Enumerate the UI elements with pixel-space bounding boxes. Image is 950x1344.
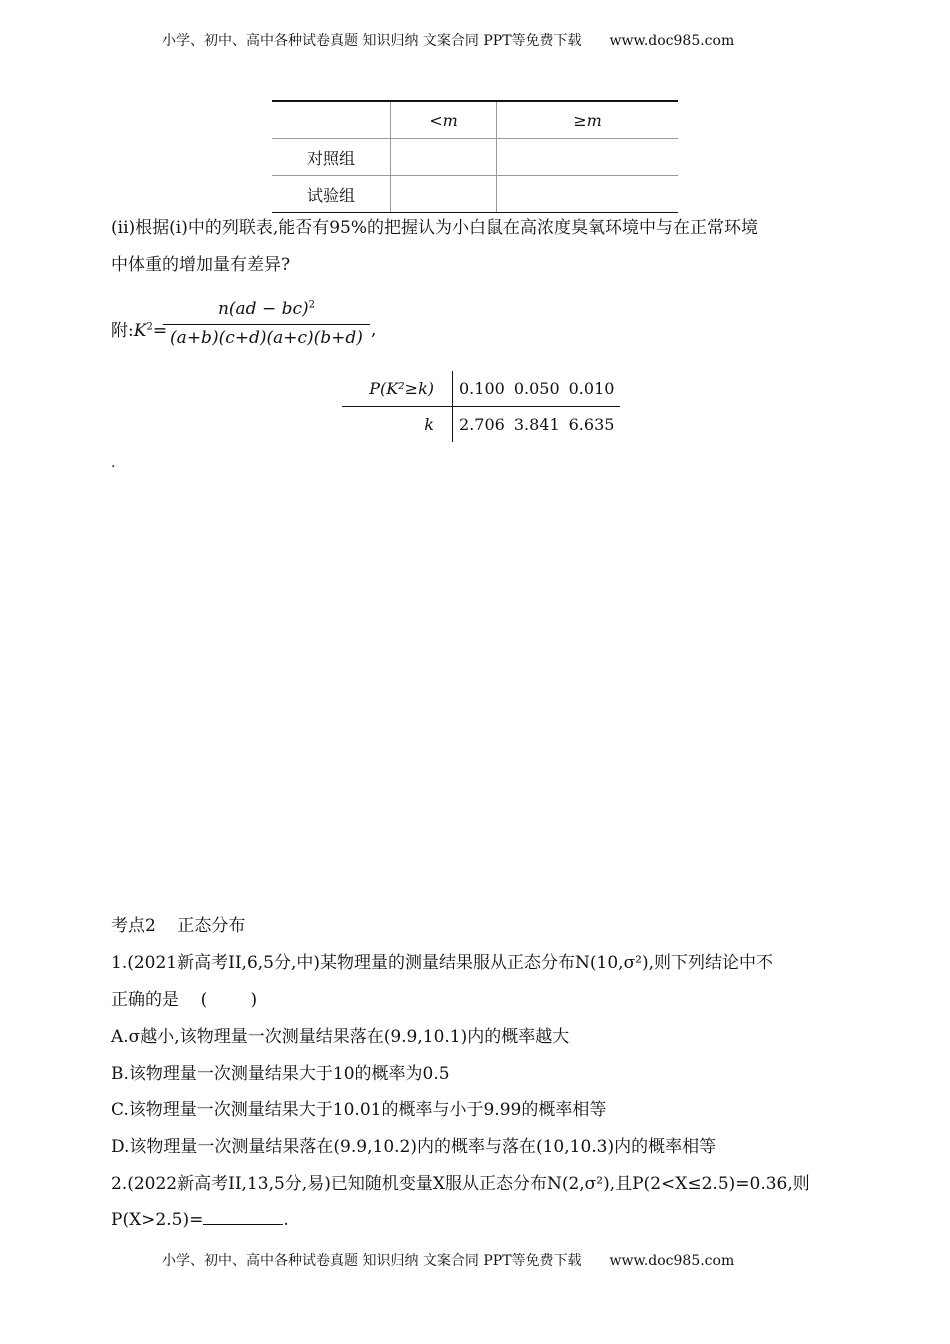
question-ii-line2: 中体重的增加量有差异? <box>111 255 291 275</box>
table-header-geq-m: ≥m <box>497 101 679 139</box>
critical-value-table <box>342 371 620 442</box>
critical-row1-values: 0.100 0.050 0.010 <box>453 371 621 407</box>
formula-denominator: (a+b)(c+d)(a+c)(b+d) <box>170 328 363 348</box>
page-header <box>162 30 734 50</box>
answer-blank[interactable] <box>203 1209 283 1225</box>
question-2-line2: P(X>2.5)= . <box>111 1210 289 1230</box>
option-d: D.该物理量一次测量结果落在(9.9,10.2)内的概率与落在(10,10.3)内的概率相等 <box>111 1137 717 1157</box>
option-b: B.该物理量一次测量结果大于10的概率为0.5 <box>111 1064 450 1084</box>
table-header-less-m: <m <box>391 101 497 139</box>
stray-dot: . <box>111 455 116 471</box>
table-row-label-experiment: 试验组 <box>272 176 391 213</box>
critical-row2-label: k <box>424 415 434 434</box>
critical-row2-values: 2.706 3.841 6.635 <box>453 407 621 443</box>
table-cell <box>391 176 497 213</box>
option-c: C.该物理量一次测量结果大于10.01的概率与小于9.99的概率相等 <box>111 1100 607 1120</box>
question-1-line2: 正确的是 ( ) <box>111 990 258 1010</box>
fraction-bar <box>163 324 370 325</box>
table-cell <box>497 139 679 176</box>
table-corner-cell <box>272 101 391 139</box>
footer-text: 小学、初中、高中各种试卷真题 知识归纳 文案合同 PPT等免费下载 <box>162 1253 582 1269</box>
header-text: 小学、初中、高中各种试卷真题 知识归纳 文案合同 PPT等免费下载 <box>162 33 582 49</box>
formula-lhs: 附$:K^2=$ <box>111 321 168 341</box>
contingency-table <box>272 100 678 213</box>
table-row-label-control: 对照组 <box>272 139 391 176</box>
footer-url[interactable]: www.doc985.com <box>609 1253 735 1269</box>
table-cell <box>391 139 497 176</box>
section-title: 考点2 正态分布 <box>111 916 246 936</box>
header-url[interactable]: www.doc985.com <box>609 33 735 49</box>
critical-row1-label: P(K²≥k) <box>342 371 453 407</box>
formula-fraction <box>163 299 370 348</box>
formula-numerator: n(ad − bc)$^2$ <box>217 299 316 319</box>
option-a: A.σ越小,该物理量一次测量结果落在(9.9,10.1)内的概率越大 <box>111 1027 570 1047</box>
question-ii-line1: (ii)根据(i)中的列联表,能否有95%的把握认为小白鼠在高浓度臭氧环境中与在正常环境 <box>111 218 759 238</box>
question-1-line1: 1.(2021新高考II,6,5分,中)某物理量的测量结果服从正态分布N(10,σ²),则下列结论中不 <box>111 953 774 973</box>
formula-comma: , <box>371 320 377 340</box>
question-2-line1: 2.(2022新高考II,13,5分,易)已知随机变量X服从正态分布N(2,σ²),且P(2<X≤2.5)=0.36,则 <box>111 1174 810 1194</box>
table-cell <box>497 176 679 213</box>
page-footer <box>162 1250 734 1270</box>
